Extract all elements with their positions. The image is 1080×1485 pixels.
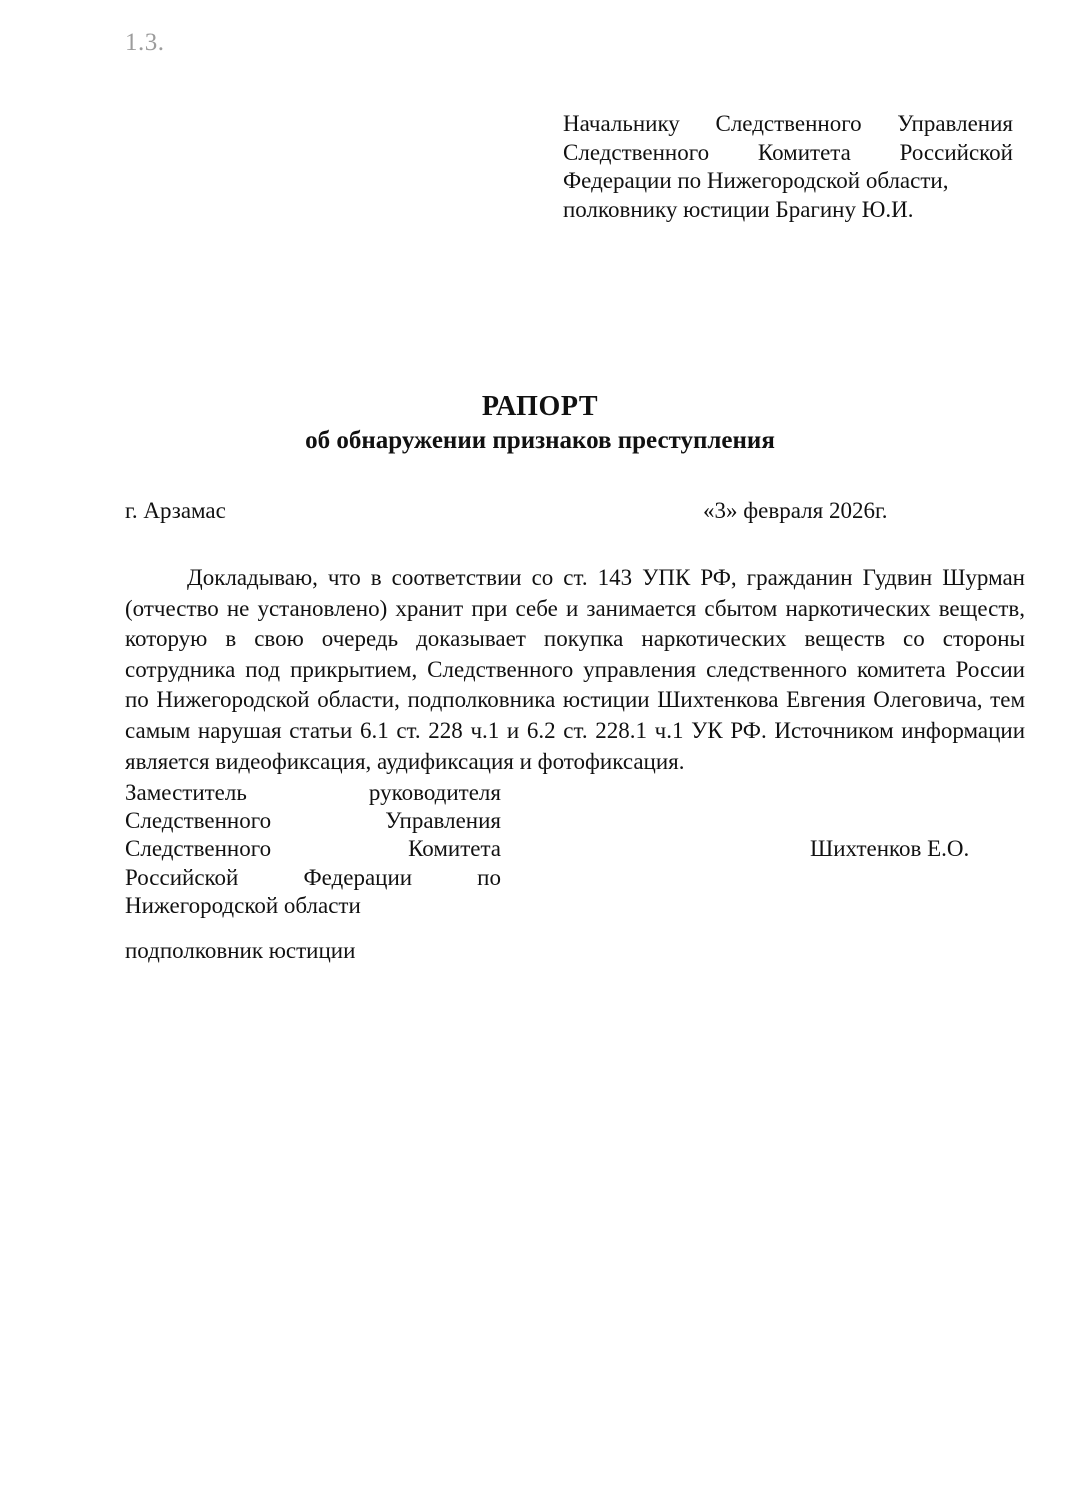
addressee-line-1 bbox=[563, 110, 1013, 139]
city-label: г. Арзамас bbox=[125, 498, 226, 523]
document-number-label: 1.3. bbox=[125, 29, 165, 56]
document-subtitle: об обнаружении признаков преступления bbox=[305, 427, 775, 454]
signatory-line-1-word-1: Заместитель bbox=[125, 780, 247, 805]
addressee-line-2-word-1: Следственного bbox=[563, 139, 710, 165]
signatory-name: Шихтенков Е.О. bbox=[810, 836, 970, 861]
signatory-line-3 bbox=[125, 835, 501, 863]
signatory-line-2-word-2: Управления bbox=[385, 808, 501, 834]
signatory-line-3-word-1: Следственного bbox=[125, 836, 272, 862]
signatory-line-1-word-2: руководителя bbox=[368, 780, 501, 805]
addressee-line-1-word-1: Начальнику bbox=[563, 111, 680, 136]
signatory-line-4-word-1: Российской bbox=[125, 864, 239, 890]
addressee-line-3: Федерации по Нижегородской области, bbox=[563, 168, 949, 193]
addressee-line-1-word-3: Управления bbox=[897, 111, 1013, 136]
signatory-line-4-word-3: по bbox=[477, 864, 501, 890]
signatory-line-2-word-1: Следственного bbox=[125, 808, 272, 834]
addressee-line-2-word-3: Российской bbox=[899, 139, 1013, 165]
report-body-text: Докладываю, что в соответствии со ст. 143 УПК РФ, гражданин Гудвин Шурман (отчество не установлено) хранит при себе и занимается сбытом наркотических веществ, которую в свою очередь доказывает покупка наркотических веществ со стороны сотрудника под прикрытием, Следственного управления следственного комитета России по Нижегородской области, подполковника юстиции Шихтенкова Евгения Олеговича, тем самым нарушая статьи 6.1 ст. 228 ч.1 и 6.2 ст. 228.1 ч.1 УК РФ. Источником информации является видеофиксация, аудификсация и фотофиксация. bbox=[125, 565, 1025, 774]
addressee-line-2 bbox=[563, 139, 1013, 168]
signatory-line-1 bbox=[125, 779, 501, 807]
addressee-line-2-word-2: Комитета bbox=[757, 139, 851, 165]
signatory-line-3-word-2: Комитета bbox=[408, 836, 501, 862]
signatory-line-5: Нижегородской области bbox=[125, 892, 361, 918]
addressee-line-1-word-2: Следственного bbox=[715, 111, 862, 136]
addressee-line-4: полковнику юстиции Брагину Ю.И. bbox=[563, 196, 914, 222]
date-label: «3» февраля 2026г. bbox=[703, 498, 888, 523]
addressee-block bbox=[563, 110, 1013, 224]
signatory-rank: подполковник юстиции bbox=[125, 938, 356, 963]
signatory-line-2 bbox=[125, 807, 501, 835]
signatory-line-4 bbox=[125, 864, 501, 892]
document-title: РАПОРТ bbox=[481, 391, 599, 422]
signatory-line-4-word-2: Федерации bbox=[303, 864, 413, 890]
signatory-position-block bbox=[125, 779, 501, 920]
